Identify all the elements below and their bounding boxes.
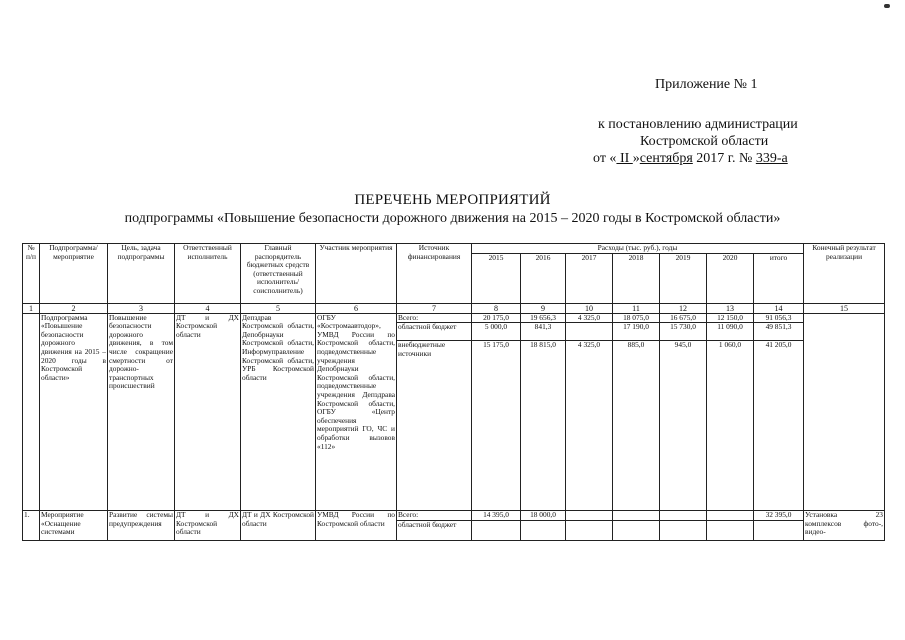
value-cell: 20 175,0: [472, 313, 521, 323]
total-cell: 91 056,3: [754, 313, 804, 323]
value-cell: [613, 511, 660, 521]
value-cell: 17 190,0: [613, 323, 660, 341]
row-manager: Депздрав Костромской области, Депобрнауки Костромской области, Информуправление Костромской области, УРБ Костромской области: [241, 313, 316, 511]
row-goal: Развитие системы предупреждения: [108, 511, 175, 541]
date-month: сентября: [639, 151, 693, 166]
year-header: 2015: [472, 253, 521, 303]
row-no: [23, 313, 40, 511]
value-cell: 12 150,0: [707, 313, 754, 323]
total-cell: 49 851,3: [754, 323, 804, 341]
value-cell: [566, 323, 613, 341]
value-cell: [660, 511, 707, 521]
value-cell: [660, 521, 707, 541]
value-cell: 16 675,0: [660, 313, 707, 323]
year-header: 2018: [613, 253, 660, 303]
column-number: 4: [175, 303, 241, 313]
column-number: 14: [754, 303, 804, 313]
col-header-participant: Участник мероприятия: [316, 244, 397, 304]
total-header: итого: [754, 253, 804, 303]
col-header-no: № п/п: [23, 244, 40, 304]
column-numbers-row: [23, 303, 885, 313]
row-manager: ДТ и ДХ Костромской области: [241, 511, 316, 541]
value-cell: [521, 521, 566, 541]
value-cell: 18 000,0: [521, 511, 566, 521]
resolution-line-1: к постановлению администрации: [598, 117, 798, 132]
date-year: 2017 г. №: [692, 151, 756, 166]
row-program: Подпрограмма «Повышение безопасности дорожного движения на 2015 – 2020 годы в Костромской области»: [40, 313, 108, 511]
row-source: областной бюджет: [397, 323, 472, 341]
col-header-expenses: Расходы (тыс. руб.), годы: [472, 244, 804, 254]
value-cell: 4 325,0: [566, 313, 613, 323]
appendix-label: Приложение № 1: [655, 77, 758, 92]
value-cell: [472, 521, 521, 541]
year-header: 2020: [707, 253, 754, 303]
table-row: [23, 511, 885, 521]
document-subtitle: подпрограммы «Повышение безопасности дорожного движения на 2015 – 2020 годы в Костромской области»: [124, 211, 781, 226]
total-cell: [754, 521, 804, 541]
col-header-source: Источник финансирования: [397, 244, 472, 304]
column-number: 7: [397, 303, 472, 313]
date-prefix: от «: [593, 151, 617, 166]
year-header: 2016: [521, 253, 566, 303]
resolution-line-2: Костромской области: [640, 134, 769, 149]
value-cell: 1 060,0: [707, 341, 754, 511]
resolution-date-line: [593, 150, 788, 167]
document-title: ПЕРЕЧЕНЬ МЕРОПРИЯТИЙ: [354, 192, 551, 208]
row-source: Всего:: [397, 313, 472, 323]
total-cell: 32 395,0: [754, 511, 804, 521]
column-number: 8: [472, 303, 521, 313]
value-cell: 19 656,3: [521, 313, 566, 323]
column-number: 2: [40, 303, 108, 313]
value-cell: 15 730,0: [660, 323, 707, 341]
col-header-manager: Главный распорядитель бюджетных средств (ответственный исполнитель/ соисполнитель): [241, 244, 316, 304]
column-number: 1: [23, 303, 40, 313]
column-number: 3: [108, 303, 175, 313]
column-number: 9: [521, 303, 566, 313]
row-goal: Повышение безопасности дорожного движения, в том числе сокращение смертности от дорожно-транспортных происшествий: [108, 313, 175, 511]
col-header-program: Подпрограмма/ мероприятие: [40, 244, 108, 304]
row-participant: ОГБУ «Костромаавтодор», УМВД России по Костромской области, подведомственные учреждения Депобрнауки Костромской области, подведомственные учреждения Депздрава Костромской области, ОГБУ «Центр обеспечения мероприятий ГО, ЧС и обработки вызовов «112»: [316, 313, 397, 511]
row-responsible: ДТ и ДХ Костромской области: [175, 313, 241, 511]
row-result: Установка 23 комплексов фото-, видео-: [804, 511, 885, 541]
col-header-result: Конечный результат реализации: [804, 244, 885, 304]
row-no: 1.: [23, 511, 40, 541]
row-responsible: ДТ и ДХ Костромской области: [175, 511, 241, 541]
row-participant: УМВД России по Костромской области: [316, 511, 397, 541]
value-cell: 18 815,0: [521, 341, 566, 511]
value-cell: 14 395,0: [472, 511, 521, 521]
col-header-responsible: Ответственный исполнитель: [175, 244, 241, 304]
row-source: внебюджетные источники: [397, 341, 472, 511]
row-source: областной бюджет: [397, 521, 472, 541]
column-number: 13: [707, 303, 754, 313]
total-cell: 41 205,0: [754, 341, 804, 511]
col-header-goal: Цель, задача подпрограммы: [108, 244, 175, 304]
value-cell: 11 090,0: [707, 323, 754, 341]
table-header-row: [23, 244, 885, 254]
year-header: 2019: [660, 253, 707, 303]
value-cell: 18 075,0: [613, 313, 660, 323]
value-cell: 4 325,0: [566, 341, 613, 511]
value-cell: 841,3: [521, 323, 566, 341]
value-cell: [566, 521, 613, 541]
row-program: Мероприятие «Оснащение системами: [40, 511, 108, 541]
value-cell: [613, 521, 660, 541]
value-cell: 945,0: [660, 341, 707, 511]
column-number: 12: [660, 303, 707, 313]
row-result: [804, 313, 885, 511]
date-mid: »: [632, 151, 640, 166]
column-number: 5: [241, 303, 316, 313]
table-row: [23, 313, 885, 323]
measures-table: [22, 243, 885, 541]
column-number: 15: [804, 303, 885, 313]
year-header: 2017: [566, 253, 613, 303]
value-cell: 885,0: [613, 341, 660, 511]
value-cell: 15 175,0: [472, 341, 521, 511]
value-cell: [707, 521, 754, 541]
scan-speck: [884, 4, 890, 8]
row-source: Всего:: [397, 511, 472, 521]
value-cell: 5 000,0: [472, 323, 521, 341]
column-number: 10: [566, 303, 613, 313]
doc-number: 339-а: [755, 151, 788, 166]
value-cell: [707, 511, 754, 521]
value-cell: [566, 511, 613, 521]
column-number: 6: [316, 303, 397, 313]
date-day: II: [616, 151, 633, 166]
column-number: 11: [613, 303, 660, 313]
